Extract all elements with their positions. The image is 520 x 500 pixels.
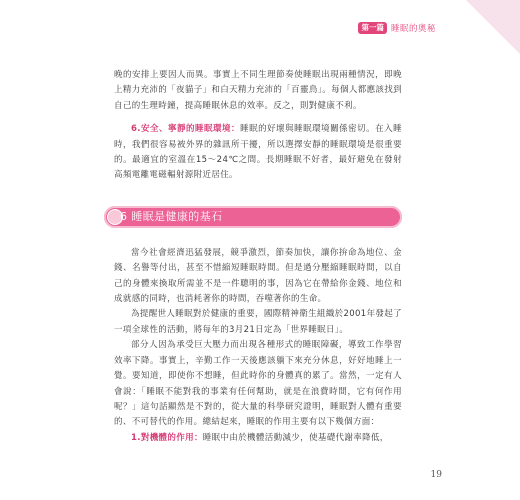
paragraph-body-effect — [114, 431, 402, 446]
body-paragraph-1: 當今社會經濟迅猛發展，競爭激烈，節奏加快，讓你拚命為地位、金錢、名譽等付出，甚至不惜縮短睡眠時間。但是過分壓縮睡眠時間，以自己的身體來換取所需並不是一件聰明的事，因為它在帶給你金錢、地位和成就感的同時，也消耗著你的時間，吞噬著你的生命。 — [114, 247, 402, 305]
paragraph-environment — [114, 122, 402, 184]
body-paragraph-3: 部分人因為承受巨大壓力而出現各種形式的睡眠障礙，導致工作學習效率下降。事實上，辛勤工作一天後應該躺下來充分休息，好好地睡上一覺。要知道，即使你不想睡，但此時你的身體真的累了。當然，一定有人會說：「睡眠不能對我的事業有任何幫助，就是在浪費時間，它有何作用呢？」這句話顯然是不對的，從大量的科學研究證明，睡眠對人體有重要的、不可替代的作用。總結起來，睡眠的作用主要有以下幾個方面： — [114, 340, 402, 428]
section-title: 睡眠是健康的基石 — [131, 209, 223, 223]
body-paragraph-2: 為提醒世人睡眠對於健康的重要，國際精神衛生組織於2001年發起了一項全球性的活動，將每年的3月21日定為「世界睡眠日」。 — [114, 309, 402, 335]
section-heading-label — [120, 209, 223, 225]
section-number: 6 — [120, 209, 128, 223]
page-content — [114, 68, 402, 446]
chapter-badge: 第一篇 — [358, 22, 387, 34]
item-label-environment: 6.安全、寧靜的睡眠環境： — [131, 124, 241, 135]
section-heading — [104, 206, 402, 228]
item-text-body-effect: 睡眠中由於機體活動減少，使基礎代謝率降低， — [202, 432, 389, 443]
running-header — [358, 22, 436, 34]
paragraph-continued: 晚的安排上要因人而異。事實上不同生理節奏使睡眠出現兩種情況，即晚上精力充沛的「夜貓子」和白天精力充沛的「百靈鳥」。每個人都應該找到自己的生理時鐘，提高睡眠休息的效率。反之，則對健康不利。 — [114, 70, 402, 111]
chapter-title: 睡眠的奧秘 — [390, 24, 436, 34]
item-text-environment: 睡眠的好壞與睡眠環境關係密切。在入睡時，我們很容易被外界的雜訊所干擾，所以選擇安靜的睡眠環境是很重要的。最適宜的室溫在15～24℃之間。長期睡眠不好者，最好避免在發射高頻電離電磁輻射源附近居住。 — [114, 124, 402, 181]
page-number: 19 — [430, 470, 442, 480]
corner-decoration — [466, 0, 520, 54]
item-label-body-effect: 1.對機體的作用： — [131, 432, 203, 443]
